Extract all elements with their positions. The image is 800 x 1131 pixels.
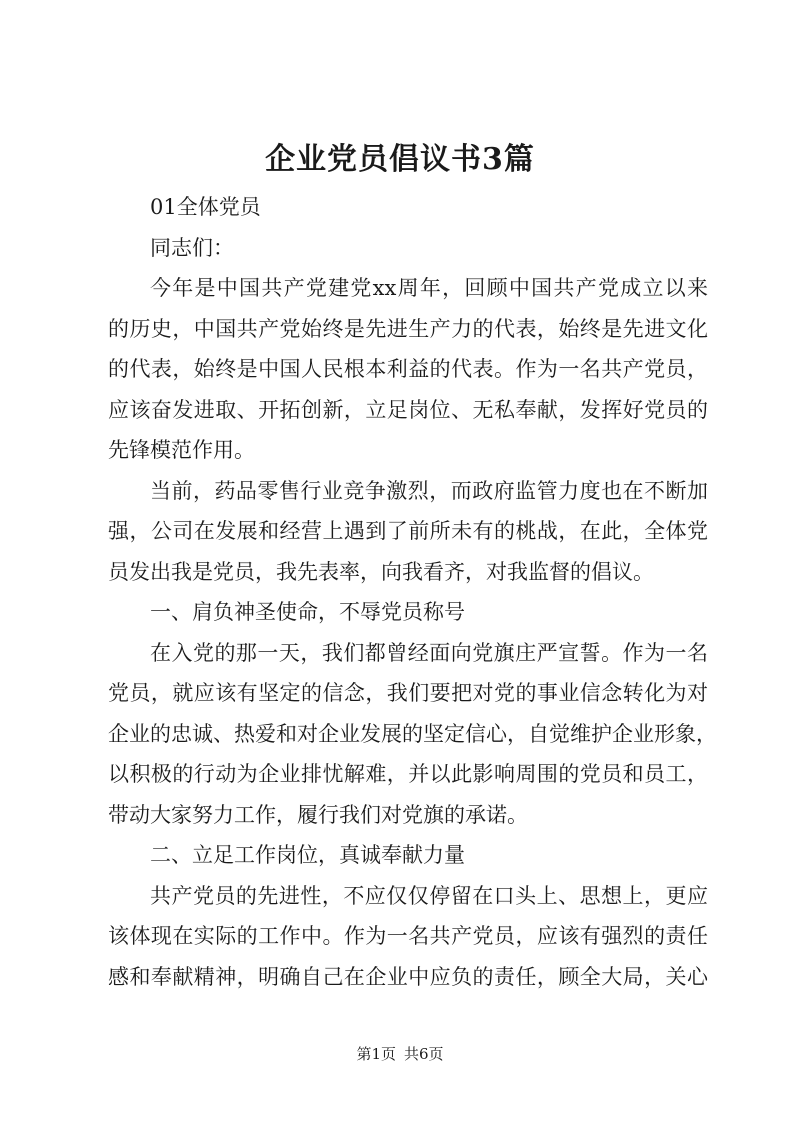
paragraph-line: 今年是中国共产党建党xx周年，回顾中国共产党成立以来 [150,276,708,300]
paragraph-line: 在入党的那一天，我们都曾经面向党旗庄严宣誓。作为一名 [150,640,708,665]
paragraph-line: 共产党员的先进性，不应仅仅停留在口头上、思想上，更应 [150,883,708,908]
paragraph-line: 以积极的行动为企业排忧解难，并以此影响周围的党员和员工， [108,762,708,786]
salutation: 同志们： [150,235,234,260]
page-total: 共6页 [404,1045,444,1063]
paragraph-line: 当前，药品零售行业竞争激烈，而政府监管力度也在不断加 [150,478,708,503]
paragraph-line: 的代表，始终是中国人民根本利益的代表。作为一名共产党员， [108,357,708,381]
page-number: 第1页 [356,1045,396,1063]
salutation-target: 01全体党员 [150,195,261,219]
paragraph-line: 企业的忠诚、热爱和对企业发展的坚定信心，自觉维护企业形象， [108,721,717,746]
section-heading: 一、肩负神圣使命，不辱党员称号 [150,600,465,624]
paragraph-line: 员发出我是党员，我先表率，向我看齐，对我监督的倡议。 [108,559,654,584]
document-body [108,187,717,997]
page-footer [0,1043,800,1065]
paragraph-line: 的历史，中国共产党始终是先进生产力的代表，始终是先进文化 [108,316,708,341]
paragraph-line: 感和奉献精神，明确自己在企业中应负的责任，顾全大局，关心 [108,964,708,989]
document-title: 企业党员倡议书3篇 [265,142,535,177]
section-heading: 二、立足工作岗位，真诚奉献力量 [150,843,465,867]
paragraph-line: 强，公司在发展和经营上遇到了前所未有的桃战，在此，全体党 [108,519,708,543]
paragraph-line: 先锋模范作用。 [108,438,255,462]
paragraph-line: 应该奋发进取、开拓创新，立足岗位、无私奉献，发挥好党员的 [108,397,708,422]
paragraph-line: 该体现在实际的工作中。作为一名共产党员，应该有强烈的责任 [108,924,708,948]
paragraph-line: 党员，就应该有坚定的信念，我们要把对党的事业信念转化为对 [108,681,708,705]
paragraph-line: 带动大家努力工作，履行我们对党旗的承诺。 [108,802,528,827]
